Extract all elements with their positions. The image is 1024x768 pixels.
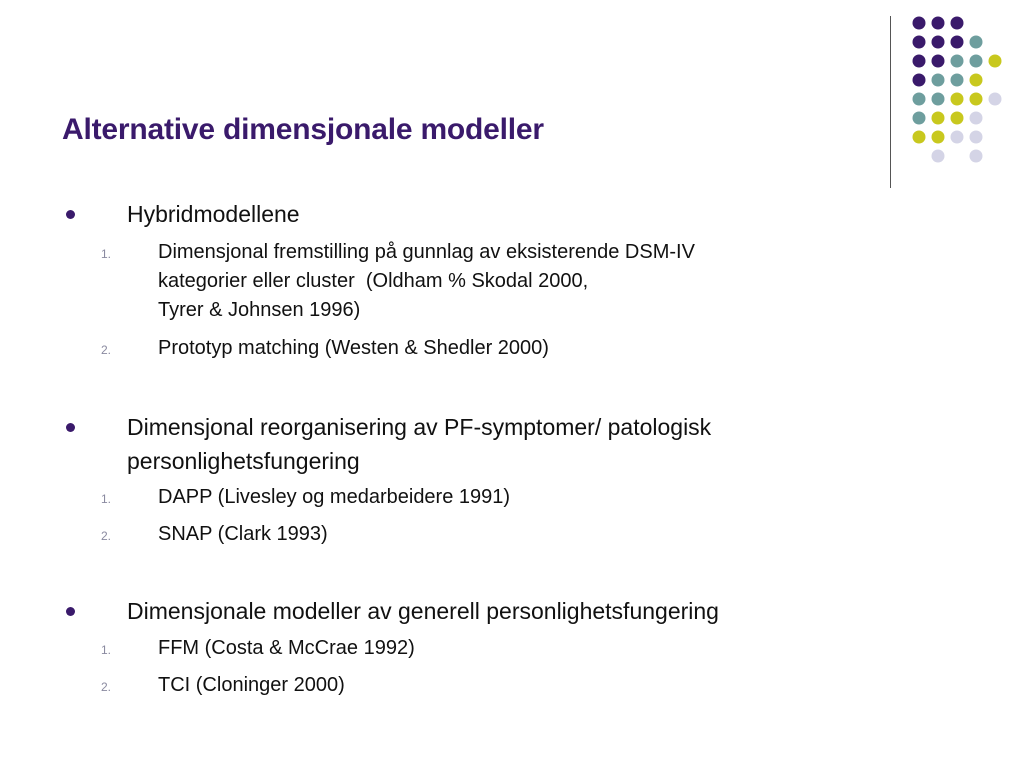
- bullet-icon: [66, 607, 75, 616]
- slide-title: Alternative dimensjonale modeller: [62, 113, 544, 146]
- bullet-text: Dimensjonale modeller av generell personlighetsfungering: [127, 598, 719, 624]
- list-number: 1.: [101, 643, 112, 657]
- list-item-text: TCI (Cloninger 2000): [158, 674, 345, 696]
- list-item-text: SNAP (Clark 1993): [158, 523, 328, 545]
- list-number: 2.: [101, 680, 112, 694]
- list-number: 1.: [101, 247, 112, 261]
- list-item-text: Dimensjonal fremstilling på gunnlag av eksisterende DSM-IV: [158, 241, 695, 263]
- list-number: 2.: [101, 343, 112, 357]
- list-number: 1.: [101, 492, 112, 506]
- bullet-text: personlighetsfungering: [127, 448, 360, 474]
- list-number: 2.: [101, 529, 112, 543]
- bullet-icon: [66, 423, 75, 432]
- list-item-text: FFM (Costa & McCrae 1992): [158, 637, 415, 659]
- bullet-text: Hybridmodellene: [127, 201, 300, 227]
- bullet-icon: [66, 210, 75, 219]
- bullet-text: Dimensjonal reorganisering av PF-symptomer/ patologisk: [127, 414, 712, 440]
- list-item-text: kategorier eller cluster (Oldham % Skodal 2000,: [158, 270, 589, 292]
- list-item-text: Prototyp matching (Westen & Shedler 2000): [158, 337, 549, 359]
- list-item-text: Tyrer & Johnsen 1996): [158, 299, 361, 321]
- list-item-text: DAPP (Livesley og medarbeidere 1991): [158, 486, 511, 508]
